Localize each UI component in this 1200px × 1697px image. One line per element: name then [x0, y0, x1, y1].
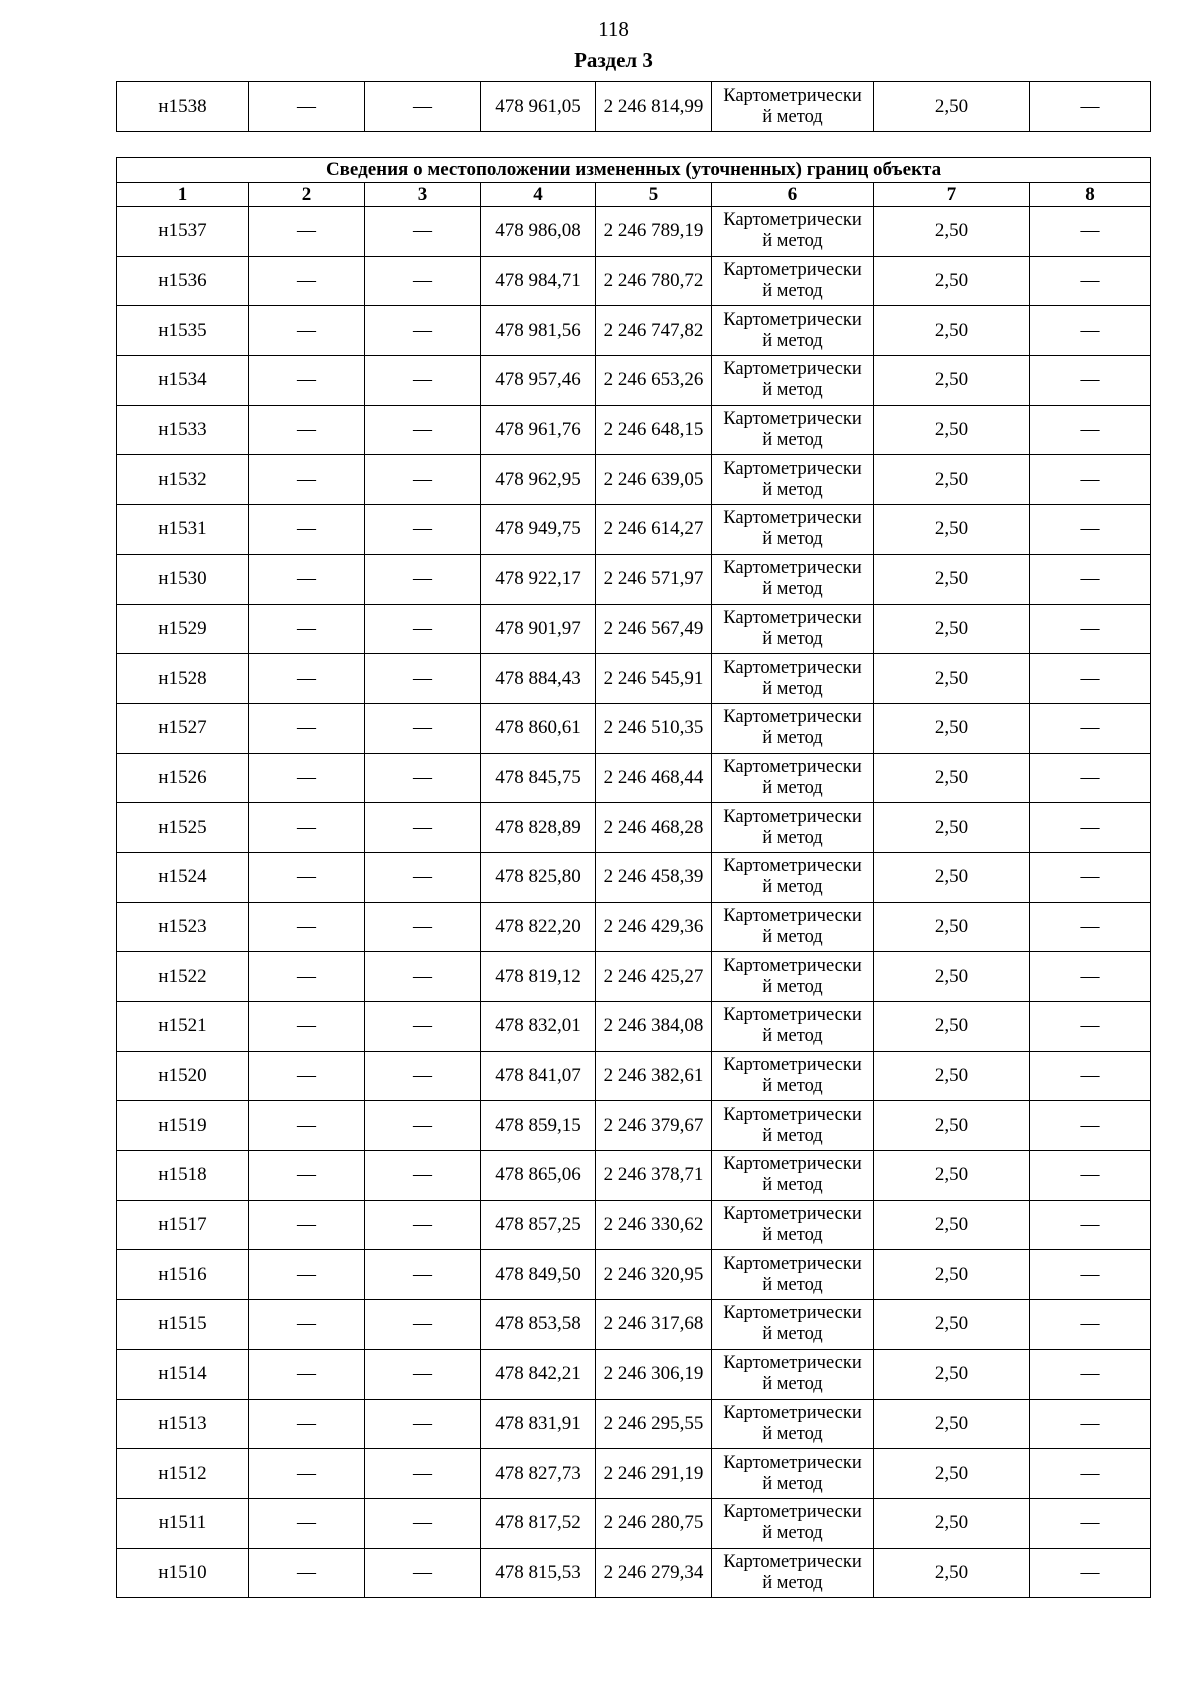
y-coordinate-cell: 2 246 648,15 [596, 405, 712, 455]
column-3-cell: — [365, 753, 481, 803]
column-2-cell: — [249, 1051, 365, 1101]
method-cell: Картометрически й метод [712, 952, 874, 1002]
point-name-cell: н1525 [117, 803, 249, 853]
method-cell: Картометрически й метод [712, 356, 874, 406]
table-row [117, 505, 1151, 555]
method-cell: Картометрически й метод [712, 1250, 874, 1300]
x-coordinate-cell: 478 984,71 [481, 256, 596, 306]
column-header-6: 6 [712, 183, 874, 207]
column-8-cell: — [1030, 505, 1151, 555]
column-3-cell: — [365, 604, 481, 654]
point-name-cell: н1524 [117, 852, 249, 902]
column-8-cell: — [1030, 1300, 1151, 1350]
table-row [117, 803, 1151, 853]
accuracy-cell: 2,50 [874, 1399, 1030, 1449]
column-2-cell: — [249, 952, 365, 1002]
column-header-2: 2 [249, 183, 365, 207]
x-coordinate-cell: 478 817,52 [481, 1498, 596, 1548]
column-3-cell: — [365, 902, 481, 952]
column-3-cell: — [365, 852, 481, 902]
table-row [117, 1300, 1151, 1350]
table-row [117, 82, 1151, 132]
table-row [117, 405, 1151, 455]
column-2-cell: — [249, 703, 365, 753]
column-8-cell: — [1030, 1349, 1151, 1399]
column-3-cell: — [365, 803, 481, 853]
continued-rows-table [116, 81, 1151, 132]
column-8-cell: — [1030, 852, 1151, 902]
x-coordinate-cell: 478 901,97 [481, 604, 596, 654]
y-coordinate-cell: 2 246 747,82 [596, 306, 712, 356]
point-name-cell: н1520 [117, 1051, 249, 1101]
column-2-cell: — [249, 306, 365, 356]
accuracy-cell: 2,50 [874, 1349, 1030, 1399]
accuracy-cell: 2,50 [874, 753, 1030, 803]
column-8-cell: — [1030, 1151, 1151, 1201]
column-2-cell: — [249, 1250, 365, 1300]
column-3-cell: — [365, 356, 481, 406]
x-coordinate-cell: 478 849,50 [481, 1250, 596, 1300]
y-coordinate-cell: 2 246 614,27 [596, 505, 712, 555]
column-2-cell: — [249, 1399, 365, 1449]
method-cell: Картометрически й метод [712, 902, 874, 952]
accuracy-cell: 2,50 [874, 604, 1030, 654]
y-coordinate-cell: 2 246 295,55 [596, 1399, 712, 1449]
column-8-cell: — [1030, 1449, 1151, 1499]
table-caption: Сведения о местоположении измененных (уточненных) границ объекта [117, 158, 1151, 183]
column-2-cell: — [249, 405, 365, 455]
y-coordinate-cell: 2 246 567,49 [596, 604, 712, 654]
column-2-cell: — [249, 1349, 365, 1399]
boundary-coordinates-body [117, 158, 1151, 1598]
method-cell: Картометрически й метод [712, 256, 874, 306]
accuracy-cell: 2,50 [874, 256, 1030, 306]
accuracy-cell: 2,50 [874, 803, 1030, 853]
accuracy-cell: 2,50 [874, 902, 1030, 952]
accuracy-cell: 2,50 [874, 1200, 1030, 1250]
column-8-cell: — [1030, 1002, 1151, 1052]
table-row [117, 952, 1151, 1002]
table-row [117, 1002, 1151, 1052]
point-name-cell: н1519 [117, 1101, 249, 1151]
column-3-cell: — [365, 1051, 481, 1101]
column-3-cell: — [365, 1300, 481, 1350]
column-2-cell: — [249, 1151, 365, 1201]
table-row [117, 1250, 1151, 1300]
column-2-cell: — [249, 654, 365, 704]
y-coordinate-cell: 2 246 468,28 [596, 803, 712, 853]
accuracy-cell: 2,50 [874, 703, 1030, 753]
accuracy-cell: 2,50 [874, 1051, 1030, 1101]
method-cell: Картометрически й метод [712, 1002, 874, 1052]
x-coordinate-cell: 478 922,17 [481, 554, 596, 604]
column-3-cell: — [365, 505, 481, 555]
column-2-cell: — [249, 902, 365, 952]
y-coordinate-cell: 2 246 425,27 [596, 952, 712, 1002]
y-coordinate-cell: 2 246 320,95 [596, 1250, 712, 1300]
x-coordinate-cell: 478 860,61 [481, 703, 596, 753]
y-coordinate-cell: 2 246 378,71 [596, 1151, 712, 1201]
column-8-cell: — [1030, 1399, 1151, 1449]
y-coordinate-cell: 2 246 317,68 [596, 1300, 712, 1350]
table-row [117, 753, 1151, 803]
method-cell: Картометрически й метод [712, 1349, 874, 1399]
x-coordinate-cell: 478 827,73 [481, 1449, 596, 1499]
y-coordinate-cell: 2 246 468,44 [596, 753, 712, 803]
x-coordinate-cell: 478 832,01 [481, 1002, 596, 1052]
column-8-cell: — [1030, 306, 1151, 356]
column-8-cell: — [1030, 902, 1151, 952]
y-coordinate-cell: 2 246 291,19 [596, 1449, 712, 1499]
column-3-cell: — [365, 306, 481, 356]
accuracy-cell: 2,50 [874, 1101, 1030, 1151]
x-coordinate-cell: 478 957,46 [481, 356, 596, 406]
column-3-cell: — [365, 1449, 481, 1499]
column-3-cell: — [365, 1200, 481, 1250]
x-coordinate-cell: 478 865,06 [481, 1151, 596, 1201]
point-name-cell: н1515 [117, 1300, 249, 1350]
x-coordinate-cell: 478 961,05 [481, 82, 596, 132]
table-row [117, 1200, 1151, 1250]
column-2-cell: — [249, 356, 365, 406]
x-coordinate-cell: 478 841,07 [481, 1051, 596, 1101]
point-name-cell: н1517 [117, 1200, 249, 1250]
y-coordinate-cell: 2 246 429,36 [596, 902, 712, 952]
accuracy-cell: 2,50 [874, 82, 1030, 132]
page-number: 118 [598, 17, 629, 41]
column-2-cell: — [249, 803, 365, 853]
column-3-cell: — [365, 703, 481, 753]
section-title: Раздел 3 [574, 48, 653, 72]
table-row [117, 1101, 1151, 1151]
x-coordinate-cell: 478 949,75 [481, 505, 596, 555]
accuracy-cell: 2,50 [874, 306, 1030, 356]
column-3-cell: — [365, 455, 481, 505]
accuracy-cell: 2,50 [874, 1300, 1030, 1350]
point-name-cell: н1528 [117, 654, 249, 704]
y-coordinate-cell: 2 246 379,67 [596, 1101, 712, 1151]
column-8-cell: — [1030, 753, 1151, 803]
column-8-cell: — [1030, 803, 1151, 853]
table-row [117, 1151, 1151, 1201]
accuracy-cell: 2,50 [874, 654, 1030, 704]
column-8-cell: — [1030, 604, 1151, 654]
point-name-cell: н1537 [117, 207, 249, 257]
column-3-cell: — [365, 554, 481, 604]
point-name-cell: н1523 [117, 902, 249, 952]
table-row [117, 1349, 1151, 1399]
column-2-cell: — [249, 256, 365, 306]
y-coordinate-cell: 2 246 330,62 [596, 1200, 712, 1250]
column-3-cell: — [365, 1101, 481, 1151]
point-name-cell: н1511 [117, 1498, 249, 1548]
table-row [117, 1051, 1151, 1101]
y-coordinate-cell: 2 246 780,72 [596, 256, 712, 306]
table-row [117, 703, 1151, 753]
column-2-cell: — [249, 1498, 365, 1548]
x-coordinate-cell: 478 815,53 [481, 1548, 596, 1598]
accuracy-cell: 2,50 [874, 405, 1030, 455]
column-8-cell: — [1030, 554, 1151, 604]
method-cell: Картометрически й метод [712, 554, 874, 604]
column-2-cell: — [249, 82, 365, 132]
column-3-cell: — [365, 405, 481, 455]
accuracy-cell: 2,50 [874, 356, 1030, 406]
column-3-cell: — [365, 207, 481, 257]
accuracy-cell: 2,50 [874, 207, 1030, 257]
point-name-cell: н1526 [117, 753, 249, 803]
column-8-cell: — [1030, 1250, 1151, 1300]
table-row [117, 1399, 1151, 1449]
table-caption-row [117, 158, 1151, 183]
column-8-cell: — [1030, 256, 1151, 306]
column-2-cell: — [249, 207, 365, 257]
method-cell: Картометрически й метод [712, 1051, 874, 1101]
x-coordinate-cell: 478 857,25 [481, 1200, 596, 1250]
table-row [117, 207, 1151, 257]
x-coordinate-cell: 478 981,56 [481, 306, 596, 356]
point-name-cell: н1533 [117, 405, 249, 455]
method-cell: Картометрически й метод [712, 1151, 874, 1201]
x-coordinate-cell: 478 961,76 [481, 405, 596, 455]
accuracy-cell: 2,50 [874, 1548, 1030, 1598]
column-8-cell: — [1030, 1498, 1151, 1548]
y-coordinate-cell: 2 246 545,91 [596, 654, 712, 704]
column-2-cell: — [249, 1300, 365, 1350]
y-coordinate-cell: 2 246 814,99 [596, 82, 712, 132]
x-coordinate-cell: 478 859,15 [481, 1101, 596, 1151]
x-coordinate-cell: 478 853,58 [481, 1300, 596, 1350]
point-name-cell: н1521 [117, 1002, 249, 1052]
point-name-cell: н1512 [117, 1449, 249, 1499]
method-cell: Картометрически й метод [712, 654, 874, 704]
table-row [117, 604, 1151, 654]
method-cell: Картометрически й метод [712, 1548, 874, 1598]
accuracy-cell: 2,50 [874, 1498, 1030, 1548]
column-8-cell: — [1030, 1200, 1151, 1250]
column-header-7: 7 [874, 183, 1030, 207]
column-8-cell: — [1030, 703, 1151, 753]
point-name-cell: н1516 [117, 1250, 249, 1300]
x-coordinate-cell: 478 831,91 [481, 1399, 596, 1449]
column-2-cell: — [249, 1101, 365, 1151]
y-coordinate-cell: 2 246 653,26 [596, 356, 712, 406]
column-3-cell: — [365, 1250, 481, 1300]
column-header-8: 8 [1030, 183, 1151, 207]
method-cell: Картометрически й метод [712, 306, 874, 356]
x-coordinate-cell: 478 819,12 [481, 952, 596, 1002]
column-3-cell: — [365, 82, 481, 132]
column-8-cell: — [1030, 405, 1151, 455]
y-coordinate-cell: 2 246 458,39 [596, 852, 712, 902]
accuracy-cell: 2,50 [874, 505, 1030, 555]
table-row [117, 1548, 1151, 1598]
column-2-cell: — [249, 852, 365, 902]
accuracy-cell: 2,50 [874, 1449, 1030, 1499]
column-2-cell: — [249, 455, 365, 505]
x-coordinate-cell: 478 822,20 [481, 902, 596, 952]
y-coordinate-cell: 2 246 571,97 [596, 554, 712, 604]
column-8-cell: — [1030, 207, 1151, 257]
point-name-cell: н1535 [117, 306, 249, 356]
accuracy-cell: 2,50 [874, 554, 1030, 604]
column-header-5: 5 [596, 183, 712, 207]
point-name-cell: н1514 [117, 1349, 249, 1399]
y-coordinate-cell: 2 246 280,75 [596, 1498, 712, 1548]
column-2-cell: — [249, 1200, 365, 1250]
y-coordinate-cell: 2 246 382,61 [596, 1051, 712, 1101]
x-coordinate-cell: 478 825,80 [481, 852, 596, 902]
x-coordinate-cell: 478 842,21 [481, 1349, 596, 1399]
column-8-cell: — [1030, 455, 1151, 505]
point-name-cell: н1538 [117, 82, 249, 132]
column-8-cell: — [1030, 1051, 1151, 1101]
accuracy-cell: 2,50 [874, 1002, 1030, 1052]
column-header-1: 1 [117, 183, 249, 207]
column-8-cell: — [1030, 356, 1151, 406]
table-row [117, 256, 1151, 306]
column-8-cell: — [1030, 82, 1151, 132]
method-cell: Картометрически й метод [712, 405, 874, 455]
x-coordinate-cell: 478 828,89 [481, 803, 596, 853]
x-coordinate-cell: 478 986,08 [481, 207, 596, 257]
column-3-cell: — [365, 1399, 481, 1449]
method-cell: Картометрически й метод [712, 703, 874, 753]
y-coordinate-cell: 2 246 639,05 [596, 455, 712, 505]
accuracy-cell: 2,50 [874, 455, 1030, 505]
continued-rows-body [117, 82, 1151, 132]
column-3-cell: — [365, 1151, 481, 1201]
column-3-cell: — [365, 1548, 481, 1598]
table-row [117, 356, 1151, 406]
x-coordinate-cell: 478 884,43 [481, 654, 596, 704]
column-8-cell: — [1030, 1101, 1151, 1151]
method-cell: Картометрически й метод [712, 455, 874, 505]
point-name-cell: н1529 [117, 604, 249, 654]
column-3-cell: — [365, 1498, 481, 1548]
column-2-cell: — [249, 1449, 365, 1499]
column-header-row [117, 183, 1151, 207]
column-3-cell: — [365, 1349, 481, 1399]
method-cell: Картометрически й метод [712, 1449, 874, 1499]
method-cell: Картометрически й метод [712, 207, 874, 257]
column-2-cell: — [249, 505, 365, 555]
column-8-cell: — [1030, 654, 1151, 704]
table-row [117, 852, 1151, 902]
accuracy-cell: 2,50 [874, 952, 1030, 1002]
table-row [117, 1449, 1151, 1499]
table-row [117, 654, 1151, 704]
point-name-cell: н1536 [117, 256, 249, 306]
column-2-cell: — [249, 604, 365, 654]
method-cell: Картометрически й метод [712, 1101, 874, 1151]
column-8-cell: — [1030, 1548, 1151, 1598]
accuracy-cell: 2,50 [874, 852, 1030, 902]
method-cell: Картометрически й метод [712, 505, 874, 555]
column-2-cell: — [249, 1002, 365, 1052]
y-coordinate-cell: 2 246 789,19 [596, 207, 712, 257]
y-coordinate-cell: 2 246 510,35 [596, 703, 712, 753]
table-row [117, 1498, 1151, 1548]
method-cell: Картометрически й метод [712, 82, 874, 132]
table-row [117, 455, 1151, 505]
table-row [117, 306, 1151, 356]
method-cell: Картометрически й метод [712, 803, 874, 853]
method-cell: Картометрически й метод [712, 1200, 874, 1250]
point-name-cell: н1518 [117, 1151, 249, 1201]
method-cell: Картометрически й метод [712, 1498, 874, 1548]
accuracy-cell: 2,50 [874, 1151, 1030, 1201]
point-name-cell: н1527 [117, 703, 249, 753]
point-name-cell: н1531 [117, 505, 249, 555]
column-2-cell: — [249, 753, 365, 803]
method-cell: Картометрически й метод [712, 1399, 874, 1449]
method-cell: Картометрически й метод [712, 1300, 874, 1350]
column-header-4: 4 [481, 183, 596, 207]
method-cell: Картометрически й метод [712, 753, 874, 803]
column-header-3: 3 [365, 183, 481, 207]
column-3-cell: — [365, 256, 481, 306]
point-name-cell: н1534 [117, 356, 249, 406]
column-3-cell: — [365, 952, 481, 1002]
point-name-cell: н1532 [117, 455, 249, 505]
y-coordinate-cell: 2 246 306,19 [596, 1349, 712, 1399]
table-row [117, 902, 1151, 952]
y-coordinate-cell: 2 246 279,34 [596, 1548, 712, 1598]
boundary-coordinates-table [116, 157, 1151, 1598]
accuracy-cell: 2,50 [874, 1250, 1030, 1300]
table-row [117, 554, 1151, 604]
point-name-cell: н1522 [117, 952, 249, 1002]
column-2-cell: — [249, 1548, 365, 1598]
method-cell: Картометрически й метод [712, 604, 874, 654]
x-coordinate-cell: 478 845,75 [481, 753, 596, 803]
column-2-cell: — [249, 554, 365, 604]
point-name-cell: н1510 [117, 1548, 249, 1598]
point-name-cell: н1513 [117, 1399, 249, 1449]
y-coordinate-cell: 2 246 384,08 [596, 1002, 712, 1052]
point-name-cell: н1530 [117, 554, 249, 604]
column-3-cell: — [365, 654, 481, 704]
column-3-cell: — [365, 1002, 481, 1052]
column-8-cell: — [1030, 952, 1151, 1002]
method-cell: Картометрически й метод [712, 852, 874, 902]
x-coordinate-cell: 478 962,95 [481, 455, 596, 505]
